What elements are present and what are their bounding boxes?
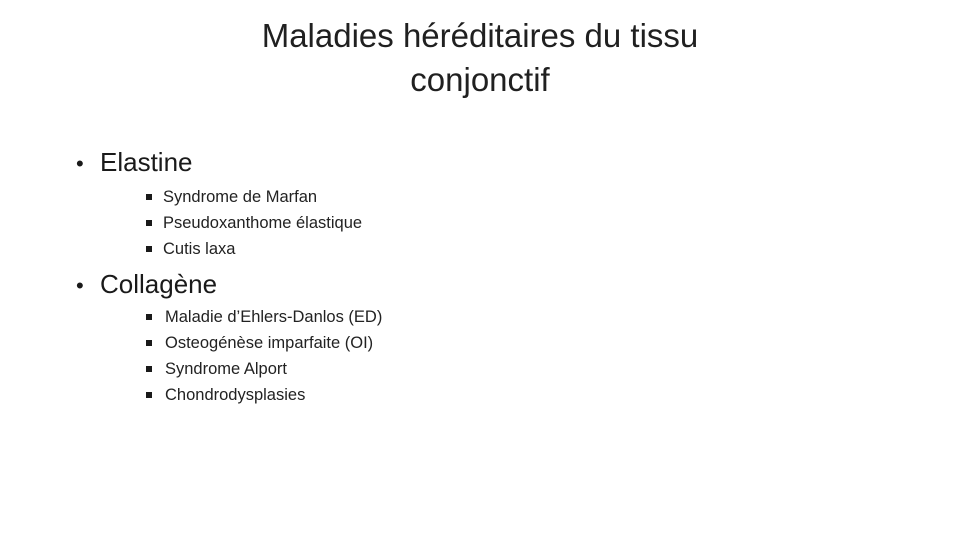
elastine-sublist bbox=[146, 184, 362, 262]
list-item: Maladie d’Ehlers-Danlos (ED) bbox=[146, 304, 382, 330]
bullet-collagene bbox=[76, 268, 217, 302]
round-bullet-icon: • bbox=[76, 151, 84, 176]
list-item: Osteogénèse imparfaite (OI) bbox=[146, 330, 382, 356]
square-bullet-icon bbox=[146, 314, 152, 320]
list-item: Pseudoxanthome élastique bbox=[146, 210, 362, 236]
square-bullet-icon bbox=[146, 392, 152, 398]
bullet-heading: Collagène bbox=[100, 269, 218, 299]
square-bullet-icon bbox=[146, 220, 152, 226]
bullet-heading: Elastine bbox=[100, 147, 193, 177]
square-bullet-icon bbox=[146, 246, 152, 252]
title-line-1: Maladies héréditaires du tissu bbox=[261, 17, 699, 54]
square-bullet-icon bbox=[146, 194, 152, 200]
round-bullet-icon: • bbox=[76, 273, 84, 298]
list-item: Syndrome de Marfan bbox=[146, 184, 362, 210]
collagene-sublist bbox=[146, 304, 382, 408]
square-bullet-icon bbox=[146, 366, 152, 372]
list-item: Cutis laxa bbox=[146, 236, 362, 262]
list-item: Chondrodysplasies bbox=[146, 382, 382, 408]
list-item: Syndrome Alport bbox=[146, 356, 382, 382]
title-line-2: conjonctif bbox=[410, 61, 550, 98]
square-bullet-icon bbox=[146, 340, 152, 346]
slide-title bbox=[200, 14, 760, 102]
bullet-elastine bbox=[76, 146, 193, 180]
